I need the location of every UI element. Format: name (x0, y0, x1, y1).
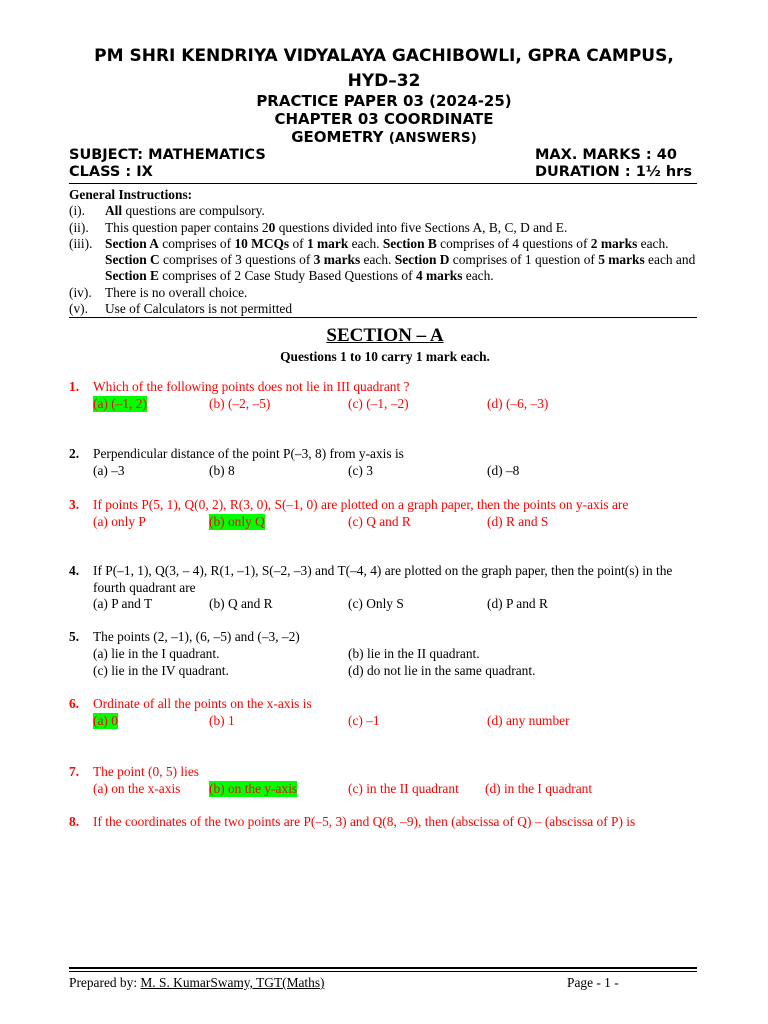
school-name-line1: PM SHRI KENDRIYA VIDYALAYA GACHIBOWLI, GPRA CAMPUS, (94, 46, 674, 66)
option-a: (a) on the x-axis (93, 780, 181, 796)
footer-divider-thin (69, 971, 697, 972)
question-5 (69, 629, 701, 680)
option-a: (a) lie in the I quadrant. (93, 645, 220, 661)
question-options (93, 713, 701, 730)
question-options (93, 596, 701, 613)
school-name-line2: HYD–32 (347, 71, 421, 91)
instructions-divider (69, 317, 697, 318)
question-1 (69, 379, 701, 413)
prepared-by (69, 974, 325, 991)
instruction-text: Use of Calculators is not permitted (105, 301, 293, 317)
option-c: (c) lie in the IV quadrant. (93, 662, 229, 678)
chapter-name: GEOMETRY (291, 128, 384, 146)
school-name (60, 44, 708, 94)
general-instructions (69, 187, 701, 317)
question-options (93, 646, 701, 663)
question-number: 8. (69, 814, 80, 829)
question-2 (69, 446, 701, 480)
instruction-text: This question paper contains 20 questions divided into five Sections A, B, C, D and E. (105, 219, 568, 235)
duration-label: DURATION : 1½ hrs (535, 164, 692, 180)
answers-label: (ANSWERS) (388, 130, 477, 146)
option-a-answer: (a) 0 (93, 712, 118, 728)
question-options (93, 514, 701, 531)
question-options (93, 781, 701, 798)
question-options-row2 (93, 663, 701, 680)
class-label: CLASS : IX (69, 164, 153, 180)
instruction-text: Section A comprises of 10 MCQs of 1 mark each. Section B comprises of 4 questions of 2 marks each. Section C comprises of 3 questions of 3 marks each. Section D comprises of 1 question of 5 marks each and Section E comprises of 2 Case Study Based Questions of 4 marks each. (105, 235, 696, 284)
max-marks-label: MAX. MARKS : 40 (535, 147, 677, 163)
question-number: 7. (69, 764, 80, 779)
question-text: Which of the following points does not lie in III quadrant ? (93, 379, 410, 394)
question-options (93, 396, 701, 413)
subject-label: SUBJECT: MATHEMATICS (69, 147, 266, 163)
option-c: (c) Q and R (348, 513, 411, 529)
chapter-title-line1: CHAPTER 03 COORDINATE (274, 110, 494, 128)
option-c: (c) 3 (348, 462, 373, 478)
instruction-number: (iv). (69, 284, 92, 300)
instruction-item (69, 236, 701, 285)
page-number: Page - 1 - (567, 975, 619, 990)
option-c: (c) (–1, –2) (348, 395, 409, 411)
question-number: 2. (69, 446, 80, 461)
prepared-by-label: Prepared by: (69, 975, 141, 990)
question-number: 3. (69, 497, 80, 512)
question-3 (69, 497, 701, 531)
author-name: M. S. KumarSwamy, TGT(Maths) (140, 975, 325, 990)
option-c: (c) –1 (348, 712, 380, 728)
option-b-answer: (b) only Q (209, 513, 265, 529)
instruction-number: (iii). (69, 235, 93, 251)
instructions-title: General Instructions: (69, 187, 193, 202)
option-d: (d) P and R (487, 596, 548, 612)
question-7 (69, 764, 701, 798)
question-options (93, 463, 701, 480)
question-number: 1. (69, 379, 80, 394)
instruction-number: (ii). (69, 219, 89, 235)
section-title: SECTION – A (326, 325, 444, 346)
question-text: Ordinate of all the points on the x-axis is (93, 696, 312, 711)
option-d: (d) –8 (487, 462, 520, 478)
option-b: (b) 1 (209, 712, 235, 728)
instruction-item (69, 220, 701, 236)
footer-divider-thick (69, 967, 697, 969)
option-b: (b) (–2, –5) (209, 395, 271, 411)
question-number: 4. (69, 563, 80, 578)
instruction-item (69, 203, 701, 219)
question-8 (69, 814, 701, 831)
option-d: (d) any number (487, 712, 570, 728)
question-text: If P(–1, 1), Q(3, – 4), R(1, –1), S(–2, –3) and T(–4, 4) are plotted on the graph paper, then the point(s) in the fourth quadrant are (93, 563, 673, 595)
question-text: If the coordinates of the two points are P(–5, 3) and Q(8, –9), then (abscissa of Q) – (abscissa of P) is (93, 814, 636, 829)
instruction-number: (v). (69, 301, 88, 317)
option-d: (d) R and S (487, 513, 549, 529)
option-a-answer: (a) (–1, 2) (93, 395, 147, 411)
instruction-text: All questions are compulsory. (105, 203, 265, 219)
option-a: (a) P and T (93, 596, 153, 612)
question-text: Perpendicular distance of the point P(–3, 8) from y-axis is (93, 446, 404, 461)
paper-title: PRACTICE PAPER 03 (2024-25) (256, 92, 512, 110)
option-a: (a) –3 (93, 462, 125, 478)
instruction-item (69, 285, 701, 301)
option-a: (a) only P (93, 513, 146, 529)
option-d: (d) do not lie in the same quadrant. (348, 662, 536, 678)
instruction-number: (i). (69, 203, 85, 219)
instruction-text: There is no overall choice. (105, 284, 248, 300)
option-c: (c) Only S (348, 596, 404, 612)
question-text: The points (2, –1), (6, –5) and (–3, –2) (93, 629, 300, 644)
header-divider (69, 183, 697, 184)
question-6 (69, 696, 701, 730)
option-d: (d) in the I quadrant (485, 780, 593, 796)
chapter-title-line2 (60, 128, 708, 148)
option-b: (b) lie in the II quadrant. (348, 645, 480, 661)
instruction-item (69, 301, 701, 317)
option-b-answer: (b) on the y-axis (209, 780, 298, 796)
question-number: 5. (69, 629, 80, 644)
instructions-list (69, 203, 701, 317)
section-heading (60, 325, 710, 365)
section-subtitle: Questions 1 to 10 carry 1 mark each. (280, 349, 490, 364)
question-number: 6. (69, 696, 80, 711)
option-d: (d) (–6, –3) (487, 395, 549, 411)
option-c: (c) in the II quadrant (348, 780, 459, 796)
option-b: (b) Q and R (209, 596, 273, 612)
question-4 (69, 563, 701, 613)
question-text: If points P(5, 1), Q(0, 2), R(3, 0), S(–1, 0) are plotted on a graph paper, then the points on y-axis are (93, 497, 629, 512)
option-b: (b) 8 (209, 462, 235, 478)
question-text: The point (0, 5) lies (93, 764, 199, 779)
